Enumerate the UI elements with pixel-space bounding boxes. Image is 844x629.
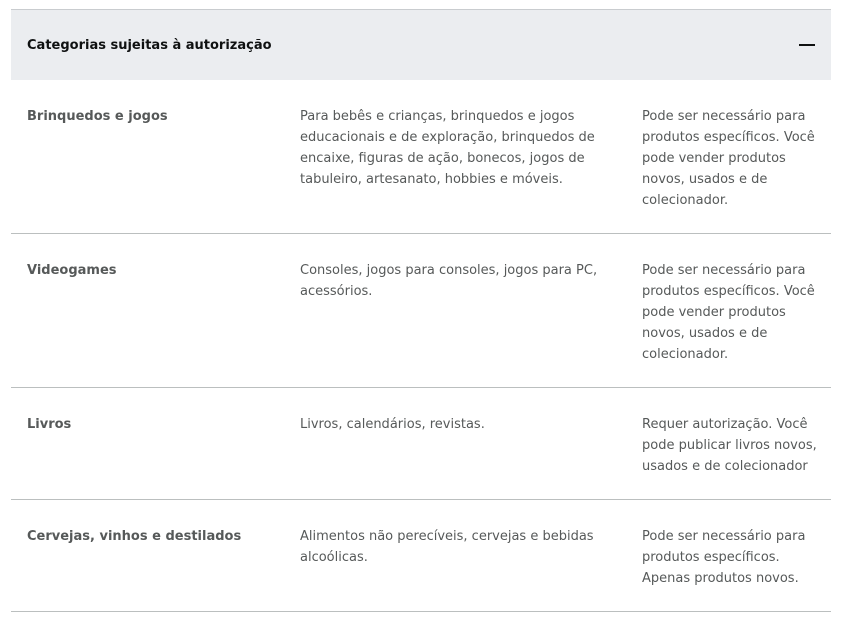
category-description: Livros, calendários, revistas. <box>300 417 485 432</box>
category-name: Videogames <box>27 263 117 278</box>
category-requirement: Requer autorização. Você pode publicar livros novos, usados e de colecionador <box>642 417 817 474</box>
table-row <box>11 388 831 500</box>
category-name: Livros <box>27 417 72 432</box>
table-row <box>11 234 831 388</box>
category-requirement: Pode ser necessário para produtos específicos. Você pode vender produtos novos, usados e de colecionador. <box>642 263 815 362</box>
accordion-header[interactable] <box>11 9 831 80</box>
table-row <box>11 80 831 234</box>
accordion-title: Categorias sujeitas à autorização <box>27 37 272 53</box>
category-name: Brinquedos e jogos <box>27 109 168 124</box>
restricted-categories-accordion <box>11 9 831 612</box>
table-row <box>11 500 831 612</box>
minus-icon[interactable] <box>799 38 815 52</box>
category-description: Alimentos não perecíveis, cervejas e bebidas alcoólicas. <box>300 529 594 565</box>
category-description: Para bebês e crianças, brinquedos e jogos educacionais e de exploração, brinquedos de encaixe, figuras de ação, bonecos, jogos de tabuleiro, artesanato, hobbies e móveis. <box>300 109 595 187</box>
category-requirement: Pode ser necessário para produtos específicos. Apenas produtos novos. <box>642 529 806 586</box>
category-description: Consoles, jogos para consoles, jogos para PC, acessórios. <box>300 263 598 299</box>
category-name: Cervejas, vinhos e destilados <box>27 529 242 544</box>
category-requirement: Pode ser necessário para produtos específicos. Você pode vender produtos novos, usados e de colecionador. <box>642 109 815 208</box>
